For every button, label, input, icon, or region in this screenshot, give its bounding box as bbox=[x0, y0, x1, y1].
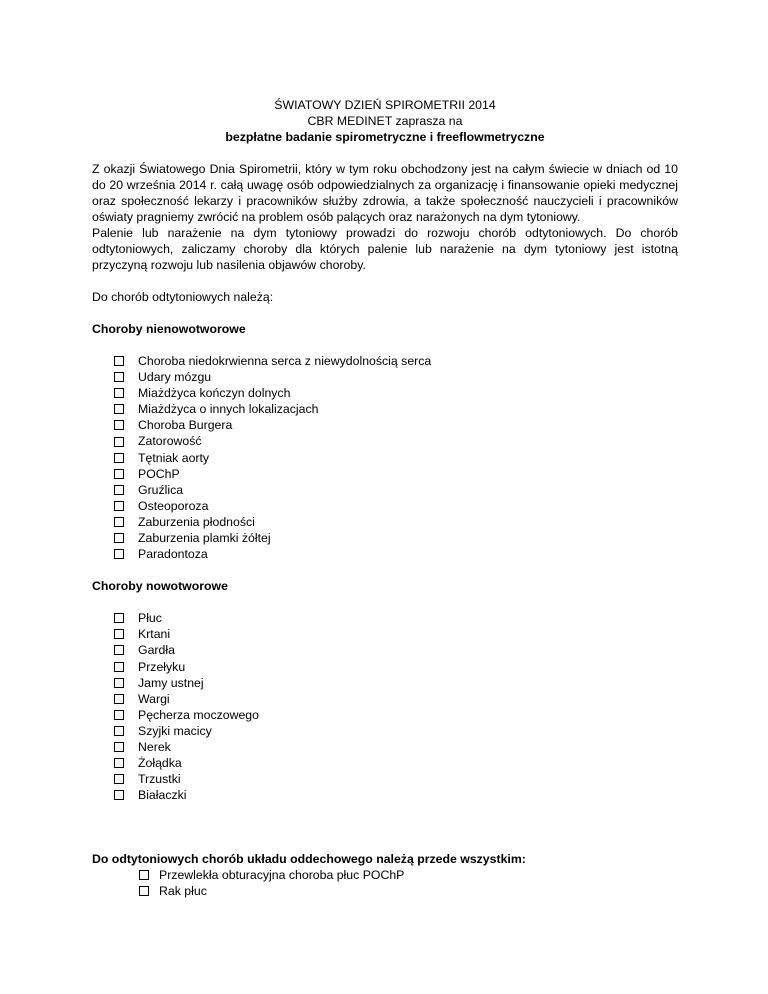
list-item-label: Pęcherza moczowego bbox=[138, 707, 259, 722]
list-item-label: Przewlekła obturacyjna choroba płuc POChP bbox=[159, 868, 405, 883]
list-item bbox=[114, 353, 678, 369]
list-item bbox=[114, 450, 678, 466]
checkbox-icon bbox=[114, 549, 124, 559]
checkbox-icon bbox=[114, 710, 124, 720]
list-item-label: Miażdżyca o innych lokalizacjach bbox=[138, 402, 319, 417]
checkbox-icon bbox=[114, 678, 124, 688]
intro-paragraph-3: Do chorób odtytoniowych należą: bbox=[92, 290, 274, 304]
cancer-heading: Choroby nowotworowe bbox=[92, 579, 228, 594]
list-item bbox=[114, 787, 678, 803]
event-title: ŚWIATOWY DZIEŃ SPIROMETRII 2014 bbox=[274, 98, 496, 112]
list-item bbox=[114, 530, 678, 546]
checkbox-icon bbox=[114, 388, 124, 398]
list-item bbox=[114, 691, 678, 707]
list-item bbox=[114, 707, 678, 723]
list-item bbox=[114, 755, 678, 771]
list-item-label: Zaburzenia plamki żółtej bbox=[138, 531, 271, 546]
list-item bbox=[114, 514, 678, 530]
checkbox-icon bbox=[114, 469, 124, 479]
checkbox-icon bbox=[139, 870, 149, 880]
list-item-label: Choroba niedokrwienna serca z niewydolnością serca bbox=[138, 354, 432, 368]
list-item bbox=[114, 610, 678, 626]
checkbox-icon bbox=[114, 613, 124, 623]
checkbox-icon bbox=[114, 790, 124, 800]
list-item bbox=[114, 433, 678, 449]
list-item bbox=[114, 417, 678, 433]
list-item-label: Zatorowość bbox=[138, 434, 202, 449]
checkbox-icon bbox=[114, 726, 124, 736]
checkbox-icon bbox=[114, 694, 124, 704]
checkbox-icon bbox=[114, 485, 124, 495]
checkbox-icon bbox=[114, 645, 124, 655]
non-cancer-heading: Choroby nienowotworowe bbox=[92, 322, 246, 336]
list-item-label: Udary mózgu bbox=[138, 370, 212, 385]
list-item-label: Choroba Burgera bbox=[138, 418, 233, 433]
checkbox-icon bbox=[114, 742, 124, 752]
list-item bbox=[139, 883, 678, 899]
list-item bbox=[114, 369, 678, 385]
list-item-label: Gruźlica bbox=[138, 482, 184, 497]
non-cancer-list bbox=[92, 353, 678, 562]
checkbox-icon bbox=[114, 356, 124, 366]
checkbox-icon bbox=[114, 774, 124, 784]
intro-paragraph-2: Palenie lub narażenie na dym tytoniowy prowadzi do rozwoju chorób odtytoniowych. Do chorób odtytoniowych, zaliczamy choroby dla których palenie lub narażenie na dym tytoniowy jest istotną przyczyną rozwoju lub nasilenia objawów choroby. bbox=[92, 226, 678, 272]
respiratory-heading: Do odtytoniowych chorób układu oddechowego należą przede wszystkim: bbox=[92, 852, 526, 867]
list-item bbox=[114, 626, 678, 642]
list-item-label: Jamy ustnej bbox=[138, 675, 204, 690]
list-item bbox=[114, 771, 678, 787]
checkbox-icon bbox=[114, 629, 124, 639]
checkbox-icon bbox=[114, 420, 124, 430]
list-item-label: Rak płuc bbox=[159, 884, 207, 899]
list-item-label: Płuc bbox=[138, 611, 162, 626]
checkbox-icon bbox=[114, 372, 124, 382]
list-item bbox=[114, 659, 678, 675]
list-item-label: Przełyku bbox=[138, 659, 186, 674]
list-item bbox=[114, 675, 678, 691]
checkbox-icon bbox=[114, 758, 124, 768]
list-item bbox=[114, 385, 678, 401]
intro-paragraph-1: Z okazji Światowego Dnia Spirometrii, który w tym roku obchodzony jest na całym świecie w dniach od 10 do 20 września 2014 r. całą uwagę osób odpowiedzialnych za organizację i finansowanie opieki medycznej oraz społeczność lekarzy i pracowników służby zdrowia, a także społeczność nauczycieli i pracowników oświaty pragniemy zwrócić na problem osób palących oraz narażonych na dym tytoniowy. bbox=[92, 162, 678, 224]
checkbox-icon bbox=[114, 517, 124, 527]
list-item-label: POChP bbox=[138, 466, 180, 481]
list-item-label: Tętniak aorty bbox=[138, 450, 210, 465]
list-item bbox=[114, 466, 678, 482]
list-item-label: Trzustki bbox=[138, 772, 181, 787]
list-item-label: Wargi bbox=[138, 691, 170, 706]
list-item bbox=[114, 642, 678, 658]
cancer-list bbox=[92, 610, 678, 803]
title-block bbox=[92, 97, 678, 145]
checkbox-icon bbox=[139, 886, 149, 896]
checkbox-icon bbox=[114, 453, 124, 463]
list-item-label: Gardła bbox=[138, 643, 175, 658]
event-subtitle: bezpłatne badanie spirometryczne i freeflowmetryczne bbox=[225, 130, 545, 144]
list-item bbox=[114, 498, 678, 514]
checkbox-icon bbox=[114, 662, 124, 672]
list-item-label: Paradontoza bbox=[138, 547, 208, 562]
checkbox-icon bbox=[114, 437, 124, 447]
list-item bbox=[114, 739, 678, 755]
respiratory-list bbox=[92, 867, 678, 899]
list-item-label: Nerek bbox=[138, 739, 171, 754]
list-item-label: Miażdżyca kończyn dolnych bbox=[138, 386, 291, 401]
list-item-label: Osteoporoza bbox=[138, 498, 209, 513]
list-item-label: Szyjki macicy bbox=[138, 723, 212, 738]
list-item-label: Żołądka bbox=[138, 756, 182, 771]
document-page bbox=[92, 97, 678, 900]
organizer-invite: CBR MEDINET zaprasza na bbox=[307, 114, 463, 128]
list-item bbox=[114, 482, 678, 498]
list-item-label: Krtani bbox=[138, 627, 171, 642]
checkbox-icon bbox=[114, 501, 124, 511]
list-item-label: Białaczki bbox=[138, 788, 187, 803]
checkbox-icon bbox=[114, 404, 124, 414]
list-item bbox=[139, 867, 678, 883]
list-item bbox=[114, 546, 678, 562]
checkbox-icon bbox=[114, 533, 124, 543]
list-item-label: Zaburzenia płodności bbox=[138, 514, 255, 529]
list-item bbox=[114, 723, 678, 739]
list-item bbox=[114, 401, 678, 417]
